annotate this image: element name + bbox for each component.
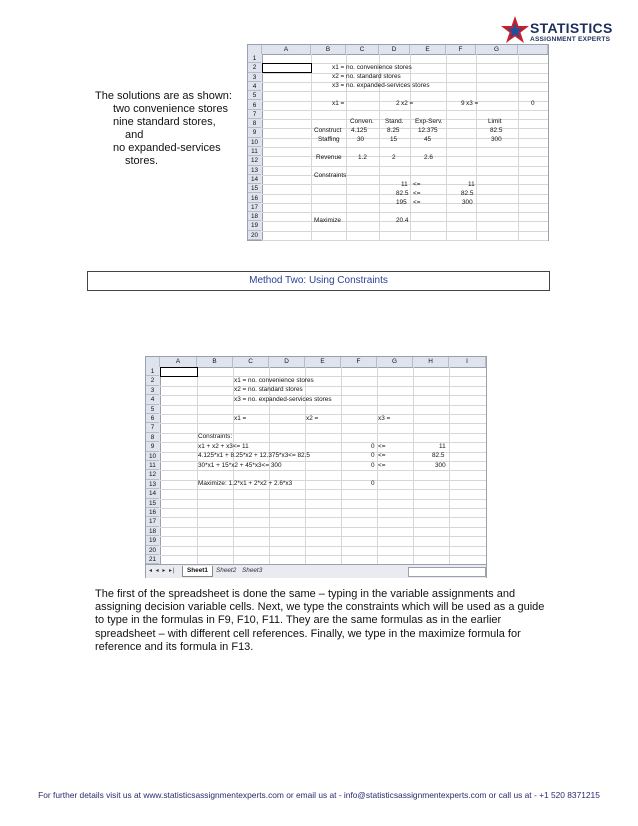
column-header-d[interactable]: D xyxy=(379,45,410,54)
row-header-10[interactable]: 10 xyxy=(146,452,159,461)
cell-b10[interactable]: 4.125*x1 + 8.25*x2 + 12.375*x3<= 82.5 xyxy=(198,452,310,460)
grid-line xyxy=(262,119,548,120)
cell-e10[interactable]: 45 xyxy=(424,135,432,143)
cell-c6[interactable]: x1 = xyxy=(234,414,247,422)
cell-b9[interactable]: x1 + x2 + x3<= 11 xyxy=(198,442,249,450)
cell-f9[interactable]: 0 xyxy=(371,442,375,450)
row-header-14[interactable]: 14 xyxy=(146,489,159,498)
row-header-5[interactable]: 5 xyxy=(248,91,261,100)
column-header-h[interactable]: H xyxy=(413,357,449,367)
row-header-7[interactable]: 7 xyxy=(146,423,159,432)
row-header-7[interactable]: 7 xyxy=(248,110,261,119)
cell-g9[interactable]: <= xyxy=(378,442,386,450)
cell-e17[interactable]: <= xyxy=(413,198,421,206)
grid-line xyxy=(262,128,548,129)
cell-b10[interactable]: Staffing xyxy=(318,135,340,143)
cell-d19[interactable]: 20.4 xyxy=(396,216,409,224)
row-header-18[interactable]: 18 xyxy=(146,527,159,536)
column-header-f[interactable]: F xyxy=(341,357,377,367)
grid-line xyxy=(262,147,548,148)
cell-c4[interactable]: x3 = no. expanded-services stores xyxy=(234,395,332,403)
row-header-4[interactable]: 4 xyxy=(248,82,261,91)
cell-d10[interactable]: 15 xyxy=(390,135,398,143)
column-header-i[interactable]: I xyxy=(449,357,486,367)
grid-line xyxy=(160,470,486,471)
cell-d17[interactable]: 195 xyxy=(396,198,407,206)
column-header-g[interactable]: G xyxy=(476,45,518,54)
row-header-2[interactable]: 2 xyxy=(248,63,261,72)
row-header-17[interactable]: 17 xyxy=(146,517,159,526)
cell-g10[interactable]: <= xyxy=(378,452,386,460)
row-header-17[interactable]: 17 xyxy=(248,203,261,212)
cell-c4[interactable]: x3 = no. expanded-services stores xyxy=(332,81,430,89)
cell-b9[interactable]: Construct xyxy=(314,126,342,134)
grid-line xyxy=(413,367,414,564)
cell-f16[interactable]: 82.5 xyxy=(461,189,474,197)
selected-cell[interactable] xyxy=(160,367,198,377)
cell-e6-label[interactable]: x3 = xyxy=(466,99,479,107)
method-title-box: Method Two: Using Constraints xyxy=(87,271,550,291)
cell-d8[interactable]: Stand. xyxy=(385,117,404,125)
cell-e12[interactable]: 2.6 xyxy=(424,153,433,161)
row-header-12[interactable]: 12 xyxy=(248,156,261,165)
cell-h10[interactable]: 82.5 xyxy=(432,452,445,460)
row-header-16[interactable]: 16 xyxy=(248,194,261,203)
row-header-11[interactable]: 11 xyxy=(146,461,159,470)
cell-b19[interactable]: Maximize xyxy=(314,216,341,224)
spreadsheet-solution xyxy=(247,44,549,241)
grid-line xyxy=(311,54,312,240)
cell-g10[interactable]: 300 xyxy=(491,135,502,143)
grid-line xyxy=(262,240,548,241)
solutions-line: The solutions are as shown: xyxy=(95,90,232,102)
cell-c12[interactable]: 1.2 xyxy=(358,153,367,161)
column-header-e[interactable]: E xyxy=(305,357,341,367)
cell-c2[interactable]: x1 = no. convenience stores xyxy=(332,63,412,71)
row-header-19[interactable]: 19 xyxy=(248,221,261,230)
cell-c9[interactable]: 4.125 xyxy=(351,126,367,134)
grid-line xyxy=(262,156,548,157)
column-header-a[interactable]: A xyxy=(160,357,197,367)
grid-line xyxy=(262,231,548,232)
column-header-bar xyxy=(248,45,548,55)
solutions-line: no expanded-services xyxy=(113,142,221,154)
solutions-line: stores. xyxy=(125,155,159,167)
cell-c10[interactable]: 30 xyxy=(357,135,365,143)
row-header-11[interactable]: 11 xyxy=(248,147,261,156)
grid-line xyxy=(160,555,486,556)
cell-b11[interactable]: 30*x1 + 15*x2 + 45*x3<= 300 xyxy=(198,461,282,469)
row-header-15[interactable]: 15 xyxy=(248,184,261,193)
row-header-14[interactable]: 14 xyxy=(248,175,261,184)
row-header-13[interactable]: 13 xyxy=(146,480,159,489)
row-header-3[interactable]: 3 xyxy=(248,73,261,82)
row-header-6[interactable]: 6 xyxy=(146,414,159,423)
row-header-8[interactable]: 8 xyxy=(248,119,261,128)
row-header-21[interactable]: 21 xyxy=(146,555,159,564)
row-header-1[interactable]: 1 xyxy=(146,367,159,376)
cell-c2[interactable]: x1 = no. convenience stores xyxy=(234,377,314,384)
solutions-line: two convenience stores xyxy=(113,103,228,115)
cell-d6[interactable]: 2 xyxy=(396,99,400,107)
cell-e6[interactable]: 9 xyxy=(461,99,465,107)
grid-line xyxy=(341,367,342,564)
cell-h9[interactable]: 11 xyxy=(439,442,446,450)
grid-line xyxy=(160,386,486,387)
cell-e16[interactable]: <= xyxy=(413,189,421,197)
cell-b12[interactable]: Revenue xyxy=(316,153,342,161)
footer-contact: For further details visit us at www.statisticsassignmentexperts.com or email us at - info@statisticsassignmentexperts.com or call us at - +1 520 8371215 xyxy=(38,790,600,800)
cell-b8[interactable]: Constraints: xyxy=(198,433,233,441)
row-header-16[interactable]: 16 xyxy=(146,508,159,517)
star-icon xyxy=(500,14,530,48)
grid-line xyxy=(518,54,519,240)
grid-line xyxy=(262,91,548,92)
solutions-line: nine standard stores, xyxy=(113,116,216,128)
grid-line xyxy=(160,414,486,415)
row-header-20[interactable]: 20 xyxy=(248,231,261,240)
grid-line xyxy=(160,405,486,406)
cell-g6[interactable]: 0 xyxy=(531,99,535,107)
grid-line xyxy=(262,166,548,167)
cell-c3[interactable]: x2 = no. standard stores xyxy=(332,72,401,80)
cell-g8[interactable]: Limit xyxy=(488,117,502,125)
cell-b13[interactable]: Maximize: 1.2*x1 + 2*x2 + 2.6*x3 xyxy=(198,480,293,488)
cell-d15[interactable]: 11 xyxy=(401,180,408,188)
column-header-e[interactable]: E xyxy=(410,45,446,54)
column-header-c[interactable]: C xyxy=(233,357,269,367)
column-header-d[interactable]: D xyxy=(269,357,305,367)
grid-line xyxy=(160,489,486,490)
grid-line xyxy=(160,376,486,377)
cell-f11[interactable]: 0 xyxy=(371,461,375,469)
cell-b14[interactable]: Constraints xyxy=(314,171,347,179)
row-header-4[interactable]: 4 xyxy=(146,395,159,404)
row-header-9[interactable]: 9 xyxy=(248,128,261,137)
solutions-text xyxy=(95,90,255,168)
grid-line xyxy=(262,175,548,176)
row-header-19[interactable]: 19 xyxy=(146,536,159,545)
row-header-18[interactable]: 18 xyxy=(248,212,261,221)
grid-line xyxy=(160,499,486,500)
cell-g6[interactable]: x3 = xyxy=(378,414,391,422)
row-header-column xyxy=(146,367,161,564)
explanation-paragraph: The first of the spreadsheet is done the same – typing in the variable assignments and assigning decision variable cells. Next, we type the constraints which will be used as a guide to type in the formulas in F9, F10, F11. They are the same formulas as in the earlier spreadsheet – with different cell references. Finally, we type in the maximize formula for reference and its formula in F13. xyxy=(95,588,545,653)
solutions-line: and xyxy=(125,129,144,141)
cell-f15[interactable]: 11 xyxy=(468,180,475,188)
row-header-12[interactable]: 12 xyxy=(146,470,159,479)
cell-e9[interactable]: 12.375 xyxy=(418,126,438,134)
cell-d16[interactable]: 82.5 xyxy=(396,189,409,197)
cell-e6[interactable]: x2 = xyxy=(306,414,319,422)
row-header-3[interactable]: 3 xyxy=(146,386,159,395)
logo-subtitle: ASSIGNMENT EXPERTS xyxy=(530,36,611,43)
cell-f17[interactable]: 300 xyxy=(462,198,473,206)
grid-line xyxy=(160,423,486,424)
tab-sheet1[interactable]: Sheet1 xyxy=(182,566,213,577)
cell-g9[interactable]: 82.5 xyxy=(490,126,503,134)
cell-c6[interactable]: x1 = xyxy=(332,99,345,107)
row-header-8[interactable]: 8 xyxy=(146,433,159,442)
cell-e15[interactable]: <= xyxy=(413,180,421,188)
cell-f10[interactable]: 0 xyxy=(371,452,375,460)
cell-g11[interactable]: <= xyxy=(378,461,386,469)
column-header-b[interactable]: B xyxy=(311,45,346,54)
tab-sheet3[interactable]: Sheet3 xyxy=(242,567,263,574)
row-header-15[interactable]: 15 xyxy=(146,499,159,508)
row-header-9[interactable]: 9 xyxy=(146,442,159,451)
column-header-a[interactable]: A xyxy=(262,45,311,54)
grid-line xyxy=(160,527,486,528)
grid-line xyxy=(160,517,486,518)
cell-d12[interactable]: 2 xyxy=(392,153,396,161)
grid-line xyxy=(160,536,486,537)
cell-h11[interactable]: 300 xyxy=(435,461,446,469)
grid-line xyxy=(446,54,447,240)
row-header-6[interactable]: 6 xyxy=(248,101,261,110)
cell-c8[interactable]: Conven. xyxy=(350,117,374,125)
grid-line xyxy=(262,110,548,111)
tab-sheet2[interactable]: Sheet2 xyxy=(216,567,237,574)
horizontal-scrollbar[interactable] xyxy=(408,567,486,577)
grid-line xyxy=(449,367,450,564)
grid-line xyxy=(160,508,486,509)
grid-line xyxy=(262,138,548,139)
column-header-f[interactable]: F xyxy=(446,45,476,54)
row-header-20[interactable]: 20 xyxy=(146,546,159,555)
grid-line xyxy=(262,212,548,213)
row-header-2[interactable]: 2 xyxy=(146,376,159,385)
grid-line xyxy=(160,546,486,547)
logo-title: STATISTICS xyxy=(530,20,613,36)
row-header-5[interactable]: 5 xyxy=(146,405,159,414)
sheet-nav-buttons[interactable]: ◂ ◂ ▸ ▸| xyxy=(149,568,176,574)
row-header-10[interactable]: 10 xyxy=(248,138,261,147)
sheet-tab-bar xyxy=(146,564,486,578)
cell-d6-label[interactable]: x2 = xyxy=(401,99,414,107)
spreadsheet-constraints xyxy=(145,356,487,578)
cell-d9[interactable]: 8.25 xyxy=(387,126,400,134)
cell-e8[interactable]: Exp-Serv. xyxy=(415,117,443,125)
column-header-b[interactable]: B xyxy=(197,357,233,367)
row-header-1[interactable]: 1 xyxy=(248,54,261,63)
column-header-c[interactable]: C xyxy=(346,45,379,54)
cell-f13[interactable]: 0 xyxy=(371,480,375,488)
row-header-column xyxy=(248,54,263,240)
selected-cell[interactable] xyxy=(262,63,312,73)
grid-line xyxy=(476,54,477,240)
column-header-g[interactable]: G xyxy=(377,357,413,367)
row-header-13[interactable]: 13 xyxy=(248,166,261,175)
cell-c3[interactable]: x2 = no. standard stores xyxy=(234,386,303,394)
